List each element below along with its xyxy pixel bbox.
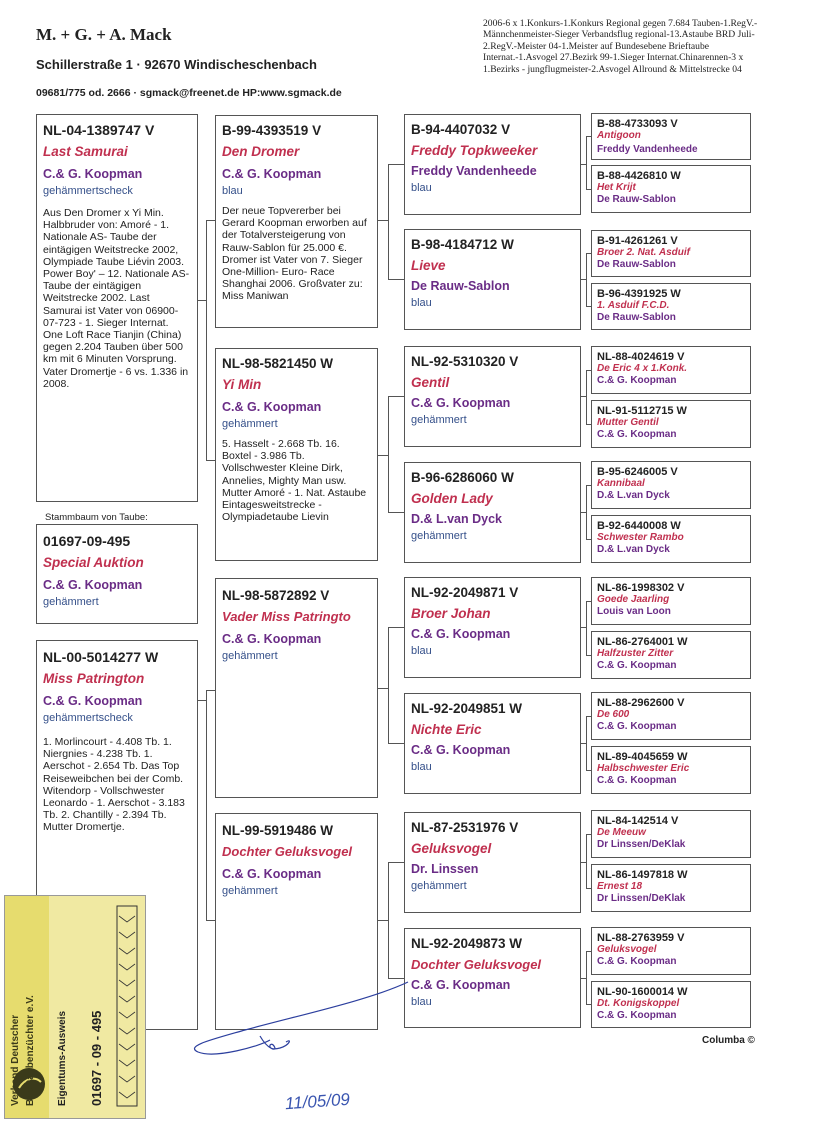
- subject-color: gehämmert: [43, 596, 99, 608]
- connector-line: [586, 253, 587, 306]
- gen4-owner: C.& G. Koopman: [597, 375, 677, 386]
- great-grandparent-ring-number: B-94-4407032 V: [411, 122, 511, 137]
- gen4-ring-number: B-88-4426810 W: [597, 170, 681, 182]
- gen4-owner: C.& G. Koopman: [597, 429, 677, 440]
- grandparent-card: [215, 578, 378, 798]
- gen4-name: Goede Jaarling: [597, 594, 670, 605]
- gen4-ring-number: B-91-4261261 V: [597, 235, 678, 247]
- dam-ring-number: NL-00-5014277 W: [43, 649, 159, 665]
- subject-label: Stammbaum von Taube:: [45, 512, 148, 523]
- gen4-name: Dt. Konigskoppel: [597, 998, 680, 1009]
- great-grandparent-ring-number: NL-87-2531976 V: [411, 820, 519, 835]
- grandparent-ring-number: NL-98-5872892 V: [222, 588, 330, 603]
- grandparent-name: Den Dromer: [222, 144, 300, 159]
- gen4-name: Ernest 18: [597, 881, 643, 892]
- grandparent-color: gehämmert: [222, 885, 278, 897]
- stamp-title: Eigentums-Ausweis: [57, 1010, 68, 1106]
- great-grandparent-name: Gentil: [411, 375, 450, 390]
- great-grandparent-ring-number: NL-92-2049873 W: [411, 936, 523, 951]
- grandparent-color: gehämmert: [222, 650, 278, 662]
- great-grandparent-card: [404, 928, 581, 1028]
- gen4-card: [591, 165, 751, 213]
- gen4-ring-number: NL-86-2764001 W: [597, 636, 688, 648]
- gen4-card: [591, 927, 751, 975]
- great-grandparent-color: blau: [411, 182, 432, 194]
- gen4-card: [591, 283, 751, 330]
- great-grandparent-owner: D.& L.van Dyck: [411, 512, 503, 526]
- gen4-owner: C.& G. Koopman: [597, 775, 677, 786]
- gen4-owner: D.& L.van Dyck: [597, 544, 670, 555]
- great-grandparent-owner: C.& G. Koopman: [411, 978, 511, 992]
- gen4-card: [591, 631, 751, 679]
- dam-name: Miss Patrington: [43, 671, 145, 686]
- gen4-ring-number: NL-91-5112715 W: [597, 405, 687, 417]
- gen4-owner: D.& L.van Dyck: [597, 490, 670, 501]
- great-grandparent-card: [404, 229, 581, 330]
- great-grandparent-card: [404, 114, 581, 215]
- great-grandparent-owner: C.& G. Koopman: [411, 743, 511, 757]
- dam-color: gehämmertscheck: [43, 712, 133, 724]
- grandparent-color: blau: [222, 185, 243, 197]
- gen4-card: [591, 864, 751, 912]
- gen4-name: Schwester Rambo: [597, 532, 684, 543]
- grandparent-info: Der neue Topvererber bei Gerard Koopman erworben auf der Totalversteigerung von Rauw-Sablon für 25.000 €. Dromer ist Vater von 7. Sieger One-Million- Euro- Race Shanghai 2006. Großvater zu: Miss Maniwan: [222, 205, 367, 303]
- sire-owner: C.& G. Koopman: [43, 167, 143, 181]
- gen4-card: [591, 113, 751, 160]
- great-grandparent-color: gehämmert: [411, 880, 467, 892]
- great-grandparent-name: Broer Johan: [411, 606, 491, 621]
- connector-line: [378, 688, 388, 689]
- great-grandparent-card: [404, 346, 581, 447]
- connector-line: [206, 460, 215, 461]
- gen4-name: Geluksvogel: [597, 944, 657, 955]
- connector-line: [586, 370, 587, 424]
- achievements-text: 2006-6 x 1.Konkurs-1.Konkurs Regional gegen 7.684 Tauben-1.RegV.-Männchenmeister-Sieger Verbandsflug regional-13.Astaube BRD Juli-2.RegV.-Meister 04-1.Meister auf Bundesebene Brieftaube Internat.-1.Asvogel 27.Bezirk 99-1.Sieger Internat.Chinarennen-3 x 1.Bezirks - jungflugmeister-2.Asvogel Allround & Mittelstrecke 04: [483, 18, 758, 75]
- great-grandparent-card: [404, 462, 581, 563]
- gen4-card: [591, 746, 751, 794]
- gen4-name: Kannibaal: [597, 478, 645, 489]
- gen4-name: Halfzuster Zitter: [597, 648, 674, 659]
- great-grandparent-owner: De Rauw-Sablon: [411, 279, 510, 293]
- gen4-owner: De Rauw-Sablon: [597, 312, 676, 323]
- grandparent-name: Dochter Geluksvogel: [222, 844, 353, 859]
- grandparent-ring-number: NL-98-5821450 W: [222, 356, 334, 371]
- connector-line: [388, 627, 404, 628]
- breeder-name: M. + G. + A. Mack: [36, 25, 172, 44]
- grandparent-owner: C.& G. Koopman: [222, 167, 322, 181]
- connector-line: [388, 862, 389, 978]
- gen4-card: [591, 515, 751, 563]
- stamp-association-line1: Verband Deutscher: [10, 1014, 21, 1106]
- great-grandparent-name: Freddy Topkweeker: [411, 143, 538, 158]
- connector-line: [586, 834, 587, 888]
- gen4-name: De Meeuw: [597, 827, 646, 838]
- great-grandparent-name: Nichte Eric: [411, 722, 482, 737]
- gen4-card: [591, 810, 751, 858]
- gen4-name: De Eric 4 x 1.Konk.: [597, 363, 688, 374]
- grandparent-ring-number: NL-99-5919486 W: [222, 823, 334, 838]
- great-grandparent-owner: C.& G. Koopman: [411, 627, 511, 641]
- gen4-name: Halbschwester Eric: [597, 763, 690, 774]
- gen4-owner: C.& G. Koopman: [597, 1010, 677, 1021]
- grandparent-owner: C.& G. Koopman: [222, 400, 322, 414]
- grandparent-owner: C.& G. Koopman: [222, 867, 322, 881]
- connector-line: [206, 690, 215, 691]
- gen4-card: [591, 461, 751, 509]
- gen4-name: Broer 2. Nat. Asduif: [597, 247, 690, 258]
- copyright-mark: Columba ©: [702, 1035, 755, 1046]
- dam-owner: C.& G. Koopman: [43, 694, 143, 708]
- grandparent-owner: C.& G. Koopman: [222, 632, 322, 646]
- subject-card: [36, 524, 198, 624]
- connector-line: [206, 690, 207, 920]
- great-grandparent-name: Dochter Geluksvogel: [411, 957, 542, 972]
- gen4-owner: C.& G. Koopman: [597, 956, 677, 967]
- connector-line: [586, 951, 587, 1004]
- connector-line: [388, 164, 404, 165]
- connector-line: [388, 743, 404, 744]
- gen4-ring-number: NL-88-2763959 V: [597, 932, 685, 944]
- gen4-card: [591, 230, 751, 277]
- gen4-owner: C.& G. Koopman: [597, 721, 677, 732]
- gen4-card: [591, 577, 751, 625]
- great-grandparent-color: blau: [411, 996, 432, 1008]
- great-grandparent-color: blau: [411, 645, 432, 657]
- great-grandparent-owner: Freddy Vandenheede: [411, 164, 537, 178]
- grandparent-name: Vader Miss Patringto: [222, 609, 351, 624]
- subject-name: Special Auktion: [43, 555, 144, 570]
- gen4-owner: Louis van Loon: [597, 606, 671, 617]
- connector-line: [378, 455, 388, 456]
- connector-line: [586, 136, 587, 189]
- gen4-owner: Dr Linssen/DeKlak: [597, 893, 686, 904]
- great-grandparent-card: [404, 577, 581, 678]
- connector-line: [388, 396, 404, 397]
- grandparent-name: Yi Min: [222, 377, 262, 392]
- connector-line: [388, 862, 404, 863]
- stamp-number: 01697 - 09 - 495: [89, 1010, 104, 1106]
- gen4-ring-number: B-96-4391925 W: [597, 288, 681, 300]
- connector-line: [388, 978, 404, 979]
- gen4-owner: Freddy Vandenheede: [597, 144, 698, 155]
- gen4-owner: Dr Linssen/DeKlak: [597, 839, 686, 850]
- great-grandparent-color: blau: [411, 297, 432, 309]
- great-grandparent-name: Golden Lady: [411, 491, 493, 506]
- great-grandparent-owner: Dr. Linssen: [411, 862, 479, 876]
- gen4-owner: De Rauw-Sablon: [597, 259, 676, 270]
- grandparent-card: [215, 115, 378, 328]
- connector-line: [198, 700, 206, 701]
- gen4-owner: C.& G. Koopman: [597, 660, 677, 671]
- stamp-association-line2: Brieftaubenzüchter e.V.: [25, 995, 36, 1106]
- sire-name: Last Samurai: [43, 144, 128, 159]
- connector-line: [206, 920, 215, 921]
- great-grandparent-ring-number: NL-92-5310320 V: [411, 354, 519, 369]
- gen4-name: De 600: [597, 709, 630, 720]
- connector-line: [388, 279, 404, 280]
- connector-line: [586, 716, 587, 770]
- ownership-stamp: [4, 895, 146, 1119]
- gen4-ring-number: B-92-6440008 W: [597, 520, 681, 532]
- sire-card: [36, 114, 198, 502]
- gen4-ring-number: NL-88-4024619 V: [597, 351, 685, 363]
- gen4-ring-number: NL-88-2962600 V: [597, 697, 685, 709]
- gen4-card: [591, 692, 751, 740]
- connector-line: [586, 485, 587, 539]
- gen4-card: [591, 346, 751, 394]
- great-grandparent-color: blau: [411, 761, 432, 773]
- great-grandparent-ring-number: B-96-6286060 W: [411, 470, 514, 485]
- dam-info: 1. Morlincourt - 4.408 Tb. 1. Niergnies - 4.238 Tb. 1. Aerschot - 2.654 Tb. Das Top Reiseweibchen bei der Comb. Witendorp - Vollschwester Leonardo - 1. Aerschot - 3.183 Tb. 2. Chantilly - 2.394 Tb. Mutter Dromertje.: [43, 736, 185, 834]
- gen4-name: Mutter Gentil: [597, 417, 659, 428]
- subject-owner: C.& G. Koopman: [43, 578, 143, 592]
- sire-info: Aus Den Dromer x Yi Min. Halbbruder von: Amoré - 1. Nationale AS- Taube der eintägigen Weitstrecke 2002, Olympiade Taube Liévin 2003. Power Boy' – 12. Nationale AS- Taube der eintägigen Weitstrecke 2002. Last Samurai ist Vater von 06900-07-723 - 1. Sieger Internat. One Loft Race Tianjin (China) gegen 2.204 Tauben über 500 km mit 6 Minuten Vorsprung. Vater Dromertje - 6 vs. 1.336 in 2008.: [43, 207, 190, 390]
- gen4-ring-number: NL-86-1497818 W: [597, 869, 688, 881]
- gen4-name: Het Krijt: [597, 182, 636, 193]
- great-grandparent-card: [404, 693, 581, 794]
- gen4-name: 1. Asduif F.C.D.: [597, 300, 670, 311]
- connector-line: [388, 512, 404, 513]
- great-grandparent-color: gehämmert: [411, 414, 467, 426]
- great-grandparent-card: [404, 812, 581, 913]
- great-grandparent-ring-number: NL-92-2049871 V: [411, 585, 519, 600]
- connector-line: [198, 300, 206, 301]
- gen4-ring-number: NL-86-1998302 V: [597, 582, 685, 594]
- connector-line: [206, 220, 215, 221]
- breeder-contact: 09681/775 od. 2666 · sgmack@freenet.de HP:www.sgmack.de: [36, 87, 342, 99]
- connector-line: [586, 601, 587, 655]
- connector-line: [206, 220, 207, 460]
- great-grandparent-ring-number: B-98-4184712 W: [411, 237, 514, 252]
- great-grandparent-name: Geluksvogel: [411, 841, 492, 856]
- gen4-ring-number: NL-84-142514 V: [597, 815, 679, 827]
- gen4-name: Antigoon: [597, 130, 641, 141]
- sire-color: gehämmertscheck: [43, 185, 133, 197]
- great-grandparent-owner: C.& G. Koopman: [411, 396, 511, 410]
- great-grandparent-color: gehämmert: [411, 530, 467, 542]
- gen4-owner: De Rauw-Sablon: [597, 194, 676, 205]
- grandparent-info: 5. Hasselt - 2.668 Tb. 16. Boxtel - 3.986 Tb. Vollschwester Kleine Dirk, Annelies, Mighty Man usw. Mutter Amoré - 1. Nat. Astaube Eintagesweitstrecke - Olympiadetaube Lievin: [222, 438, 367, 524]
- great-grandparent-name: Lieve: [411, 258, 446, 273]
- connector-line: [388, 164, 389, 279]
- breeder-address: Schillerstraße 1 · 92670 Windischeschenbach: [36, 57, 317, 72]
- handwritten-date: 11/05/09: [284, 1089, 351, 1114]
- gen4-ring-number: B-88-4733093 V: [597, 118, 678, 130]
- connector-line: [378, 920, 388, 921]
- grandparent-card: [215, 348, 378, 561]
- connector-line: [388, 627, 389, 743]
- signature: [150, 980, 420, 1075]
- connector-line: [378, 220, 388, 221]
- sire-ring-number: NL-04-1389747 V: [43, 122, 155, 138]
- gen4-card: [591, 400, 751, 448]
- great-grandparent-ring-number: NL-92-2049851 W: [411, 701, 523, 716]
- grandparent-color: gehämmert: [222, 418, 278, 430]
- gen4-ring-number: NL-89-4045659 W: [597, 751, 688, 763]
- gen4-card: [591, 981, 751, 1028]
- subject-ring-number: 01697-09-495: [43, 533, 131, 549]
- gen4-ring-number: B-95-6246005 V: [597, 466, 678, 478]
- connector-line: [388, 396, 389, 512]
- gen4-ring-number: NL-90-1600014 W: [597, 986, 688, 998]
- grandparent-ring-number: B-99-4393519 V: [222, 123, 322, 138]
